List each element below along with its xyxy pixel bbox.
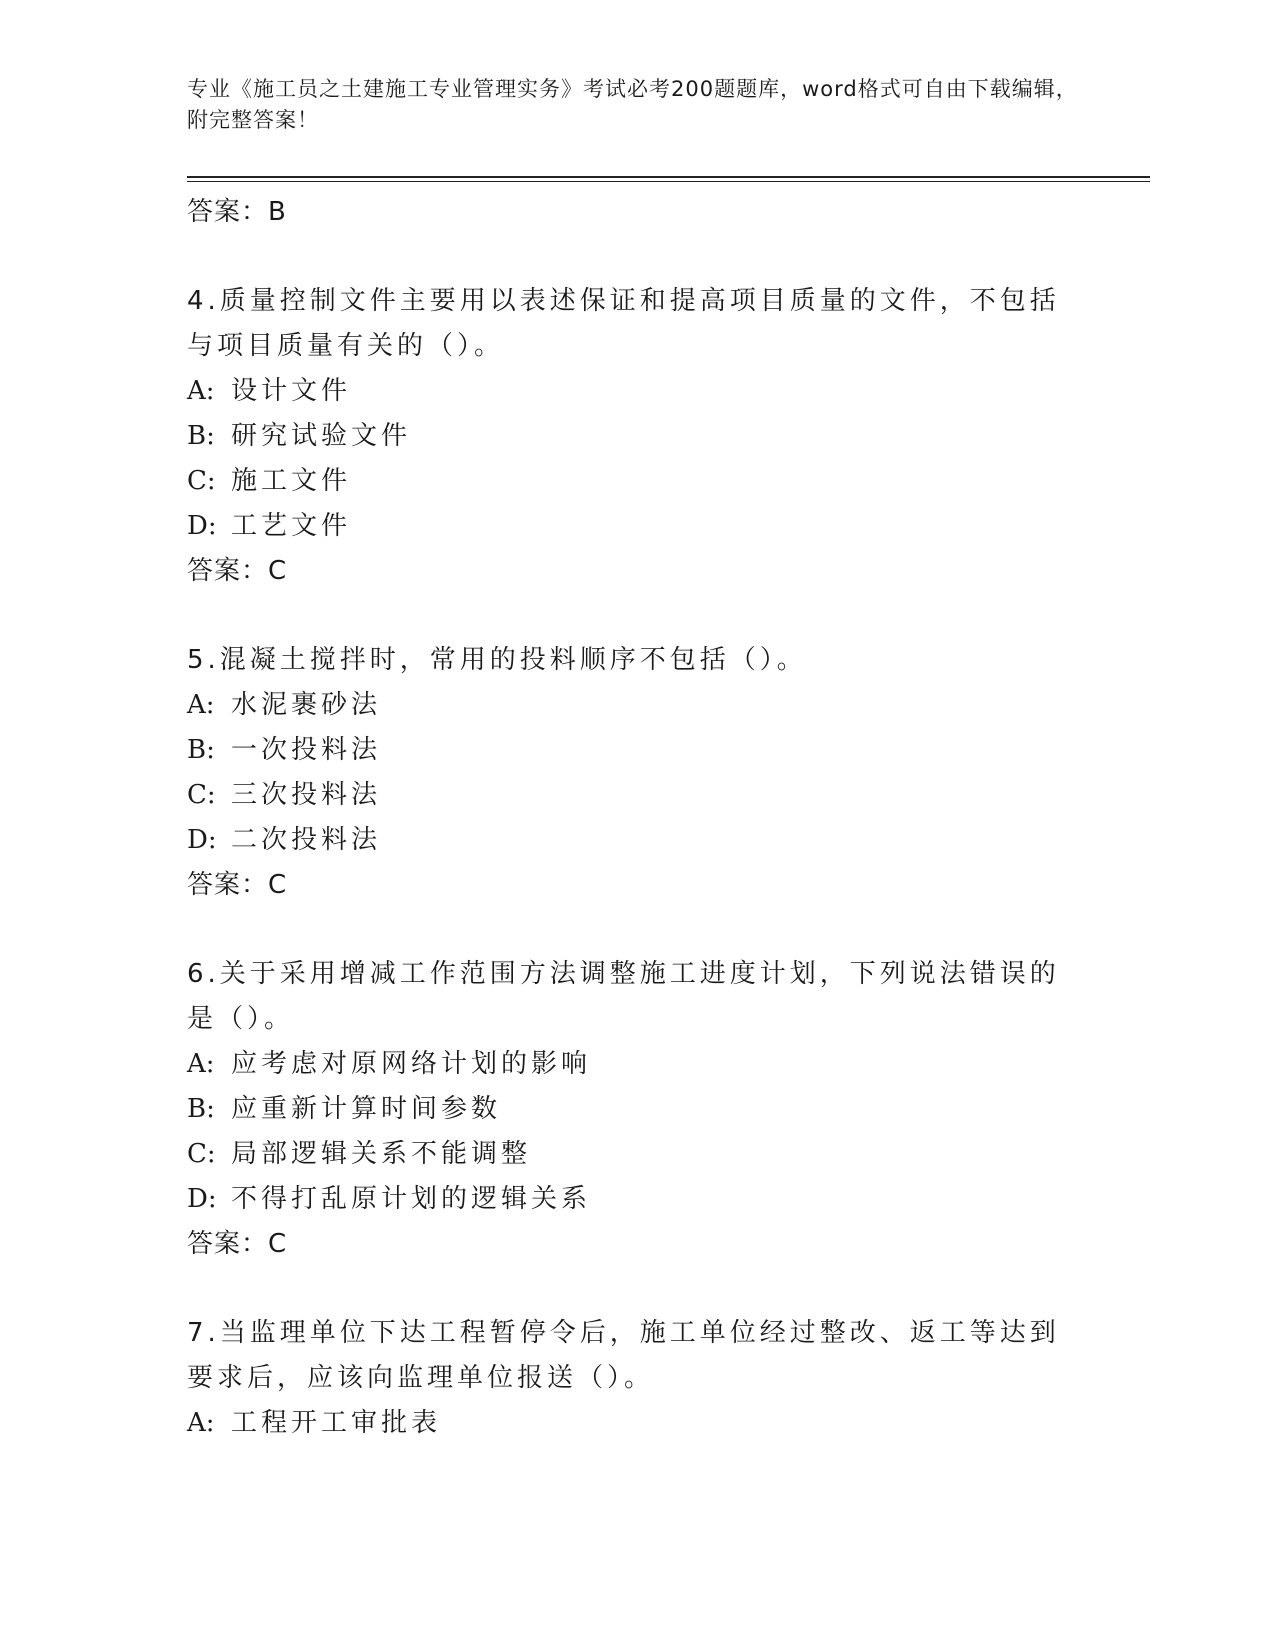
option-text: 一次投料法 bbox=[231, 735, 382, 765]
option-letter: B: bbox=[187, 421, 215, 451]
answer-line: 答案：C bbox=[187, 870, 288, 900]
option-a bbox=[187, 1042, 1087, 1087]
question-7 bbox=[187, 1311, 1087, 1446]
option-letter: C: bbox=[187, 780, 216, 810]
option-text: 不得打乱原计划的逻辑关系 bbox=[231, 1184, 592, 1214]
option-c bbox=[187, 773, 1087, 818]
option-b bbox=[187, 728, 1087, 773]
answer-line: 答案：C bbox=[187, 556, 288, 586]
question-stem: 7.当监理单位下达工程暂停令后，施工单位经过整改、返工等达到要求后，应该向监理单位报送（）。 bbox=[187, 1318, 1060, 1393]
option-text: 应考虑对原网络计划的影响 bbox=[231, 1049, 592, 1079]
question-stem: 4.质量控制文件主要用以表述保证和提高项目质量的文件，不包括与项目质量有关的（）。 bbox=[187, 286, 1060, 361]
option-d bbox=[187, 504, 1087, 549]
option-b bbox=[187, 414, 1087, 459]
option-d bbox=[187, 818, 1087, 863]
option-a bbox=[187, 369, 1087, 414]
option-a bbox=[187, 683, 1087, 728]
option-text: 水泥裹砂法 bbox=[231, 690, 382, 720]
option-text: 研究试验文件 bbox=[231, 421, 412, 451]
option-letter: A: bbox=[187, 690, 215, 720]
option-letter: D: bbox=[187, 1184, 217, 1214]
option-letter: D: bbox=[187, 825, 217, 855]
page-header: 专业《施工员之土建施工专业管理实务》考试必考200题题库，word格式可自由下载编辑，附完整答案！ bbox=[187, 77, 1078, 132]
question-stem: 5.混凝土搅拌时，常用的投料顺序不包括（）。 bbox=[187, 645, 807, 675]
option-letter: B: bbox=[187, 1094, 215, 1124]
option-text: 二次投料法 bbox=[231, 825, 382, 855]
option-text: 应重新计算时间参数 bbox=[231, 1094, 502, 1124]
answer-line: 答案：C bbox=[187, 1229, 288, 1259]
option-text: 工艺文件 bbox=[231, 511, 352, 541]
option-text: 工程开工审批表 bbox=[231, 1408, 442, 1438]
option-letter: C: bbox=[187, 466, 216, 496]
question-5 bbox=[187, 638, 1087, 907]
question-4 bbox=[187, 279, 1087, 593]
header-divider-thin bbox=[187, 181, 1150, 182]
option-b bbox=[187, 1087, 1087, 1132]
option-letter: A: bbox=[187, 1408, 215, 1438]
question-list bbox=[187, 190, 1087, 1446]
option-letter: D: bbox=[187, 511, 217, 541]
option-letter: C: bbox=[187, 1139, 216, 1169]
answer-line: 答案：B bbox=[187, 197, 287, 227]
option-letter: A: bbox=[187, 1049, 215, 1079]
header-divider-thick bbox=[187, 176, 1150, 178]
option-text: 设计文件 bbox=[231, 376, 352, 406]
question-6 bbox=[187, 952, 1087, 1266]
option-c bbox=[187, 1132, 1087, 1177]
option-letter: B: bbox=[187, 735, 215, 765]
option-c bbox=[187, 459, 1087, 504]
option-letter: A: bbox=[187, 376, 215, 406]
option-text: 三次投料法 bbox=[231, 780, 382, 810]
option-a bbox=[187, 1401, 1087, 1446]
option-text: 局部逻辑关系不能调整 bbox=[231, 1139, 532, 1169]
option-d bbox=[187, 1177, 1087, 1222]
option-text: 施工文件 bbox=[231, 466, 352, 496]
question-stem: 6.关于采用增减工作范围方法调整施工进度计划，下列说法错误的是（）。 bbox=[187, 959, 1060, 1034]
